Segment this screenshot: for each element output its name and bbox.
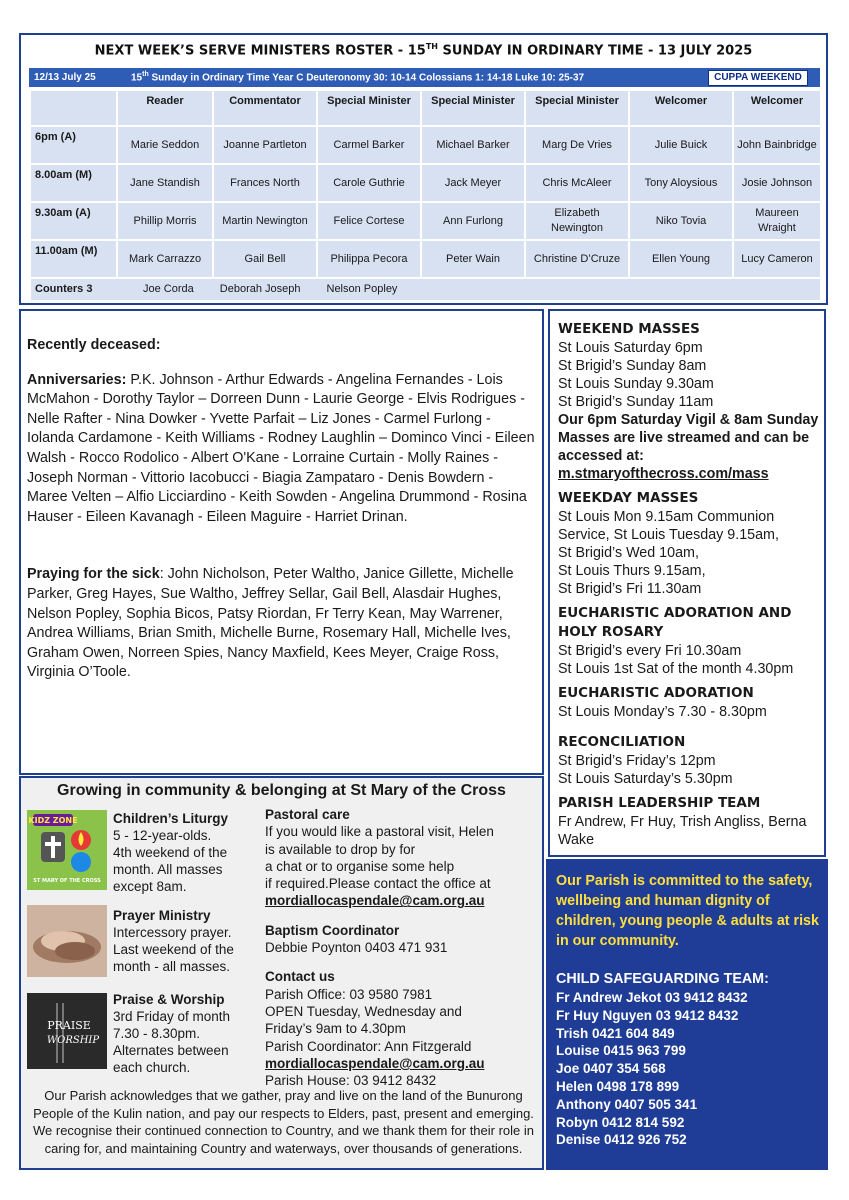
band-date: 12/13 July 25 — [34, 72, 96, 83]
mass-line: St Louis Mon 9.15am Communion Service, St Louis Tuesday 9.15am, — [558, 509, 779, 543]
adoration-rosary-heading: EUCHARISTIC ADORATION AND HOLY ROSARY — [558, 605, 792, 640]
cuppa-badge: CUPPA WEEKEND — [708, 70, 808, 86]
contact-line: Friday’s 9am to 4.30pm — [265, 1021, 406, 1037]
mass-time: 6pm (A) — [30, 126, 117, 164]
roster-header-row — [30, 90, 821, 126]
roster-cell: Mark Carrazzo — [117, 240, 213, 278]
counters-label: Counters 3 — [35, 283, 93, 295]
childrens-liturgy-text — [113, 810, 228, 895]
contact-line: OPEN Tuesday, Wednesday and — [265, 1003, 462, 1019]
mass-line: St Brigid’s Sunday 11am — [558, 394, 714, 410]
roster-section — [19, 33, 828, 305]
mass-line: St Brigid’s every Fri 10.30am — [558, 643, 742, 659]
ministry-line: Intercessory prayer. — [113, 925, 232, 940]
roster-cell: Marie Seddon — [117, 126, 213, 164]
roster-cell: Martin Newington — [213, 202, 317, 240]
roster-title-sup: TH — [425, 42, 438, 51]
prayer-section — [19, 309, 544, 775]
roster-cell: Peter Wain — [421, 240, 525, 278]
weekend-masses-heading: WEEKEND MASSES — [558, 321, 700, 337]
ministry-line: 4th weekend of the — [113, 845, 228, 860]
roster-title-number: - 15 — [393, 43, 426, 59]
reconciliation-heading: RECONCILIATION — [558, 734, 686, 750]
band-readings — [117, 71, 708, 83]
band-text: Sunday in Ordinary Time Year C Deuteronomy 30: 10-14 Colossians 1: 14-18 Luke 10: 25-37 — [148, 72, 585, 84]
roster-table — [29, 89, 822, 302]
table-row — [30, 202, 821, 240]
roster-cell: Frances North — [213, 164, 317, 202]
mass-time: 11.00am (M) — [30, 240, 117, 278]
safeguarding-member: Fr Huy Nguyen 03 9412 8432 — [556, 1007, 739, 1023]
mass-time: 9.30am (A) — [30, 202, 117, 240]
safeguarding-member: Robyn 0412 814 592 — [556, 1114, 685, 1130]
adoration-heading: EUCHARISTIC ADORATION — [558, 685, 754, 701]
pastoral-line: if required.Please contact the office at — [265, 876, 491, 892]
baptism-heading: Baptism Coordinator — [265, 922, 400, 938]
roster-cell: Felice Cortese — [317, 202, 421, 240]
roster-cell: Gail Bell — [213, 240, 317, 278]
roster-header-cell: Reader — [117, 90, 213, 126]
praying-hands-image — [27, 905, 107, 977]
praise-worship-image — [27, 993, 107, 1069]
sick-heading: Praying for the sick — [27, 566, 160, 583]
table-row — [30, 164, 821, 202]
roster-cell: Phillip Morris — [117, 202, 213, 240]
ministry-line: each church. — [113, 1060, 191, 1075]
safeguarding-member: Louise 0415 963 799 — [556, 1043, 686, 1059]
kidz-zone-subtext: ST MARY OF THE CROSS — [33, 878, 101, 884]
livestream-note: Our 6pm Saturday Vigil & 8am Sunday Masses are live streamed and can be accessed at: — [558, 412, 819, 464]
pastoral-care-heading: Pastoral care — [265, 807, 350, 822]
contact-email-link[interactable]: mordiallocaspendale@cam.org.au — [265, 1055, 485, 1071]
contact-heading: Contact us — [265, 969, 335, 985]
childrens-liturgy-title: Children’s Liturgy — [113, 811, 229, 826]
parish-house-phone: Parish House: 03 9412 8432 — [265, 1073, 437, 1089]
roster-cell: Niko Tovia — [629, 202, 733, 240]
band-num: 15 — [131, 72, 143, 84]
roster-title-main: NEXT WEEK’S SERVE MINISTERS ROSTER — [94, 43, 394, 59]
mass-line: St Brigid’s Sunday 8am — [558, 358, 707, 374]
leadership-heading: PARISH LEADERSHIP TEAM — [558, 795, 761, 811]
mass-line: St Louis Thurs 9.15am, — [558, 563, 706, 579]
mass-times-section — [548, 309, 826, 857]
anniversaries-heading: Anniversaries: — [27, 371, 127, 388]
kidz-zone-logo — [27, 810, 107, 890]
sick-text: : John Nicholson, Peter Waltho, Janice Gillette, Michelle Parker, Greg Hayes, Sue Waltho, Jeffrey Sellar, Gail Bell, Alasdair Hughes, Nelson Popley, Sophia Bicos, Patsy Riordan, Fr Terry Kean, May Warrener, Andrea Williams, Brian Smith, Michelle Burne, Rosemary Hall, Michelle Ives, Graham Owen, Norreen Spies, Nancy Maxfield, Kees Meyer, Craige Ross, Virginia O’Toole. — [27, 566, 514, 681]
safeguarding-statement: Our Parish is committed to the safety, wellbeing and human dignity of children, young people & adults at risk in our community. — [556, 873, 819, 949]
prayer-ministry-title: Prayer Ministry — [113, 908, 211, 923]
sick-paragraph — [27, 565, 536, 683]
mass-line: St Brigid’s Fri 11.30am — [558, 581, 702, 597]
roster-cell: Philippa Pecora — [317, 240, 421, 278]
safeguarding-section — [546, 859, 828, 1170]
roster-header-cell: Welcomer — [629, 90, 733, 126]
ministry-line: except 8am. — [113, 879, 187, 894]
safeguarding-member: Trish 0421 604 849 — [556, 1025, 675, 1041]
roster-cell: Jane Standish — [117, 164, 213, 202]
roster-cell: Ellen Young — [629, 240, 733, 278]
community-section — [19, 776, 544, 1170]
worship-logo-text: WORSHIP — [46, 1035, 100, 1046]
ministry-line: Last weekend of the — [113, 942, 234, 957]
safeguarding-team-title: CHILD SAFEGUARDING TEAM: — [556, 971, 769, 987]
roster-header-cell: Welcomer — [733, 90, 821, 126]
kidz-zone-text: KIDZ ZONE — [28, 816, 78, 825]
ministry-line: month - all masses. — [113, 959, 231, 974]
mass-line: St Louis Saturday’s 5.30pm — [558, 771, 733, 787]
roster-cell: Julie Buick — [629, 126, 733, 164]
praise-worship-title: Praise & Worship — [113, 992, 225, 1007]
table-row — [30, 240, 821, 278]
band-sup: th — [142, 71, 149, 79]
acknowledgement-of-country: Our Parish acknowledges that we gather, pray and live on the land of the Bunurong People of the Kulin nation, and pay our respects to Elders, past, present and emerging. We recognise their continued connection to Country, and we thank them for their role in caring for, and maintaining Country and waterways, over thousands of generations. — [32, 1088, 535, 1157]
roster-title — [21, 42, 826, 58]
safeguarding-member: Denise 0412 926 752 — [556, 1132, 687, 1148]
praise-logo-text: PRAISE — [47, 1019, 91, 1032]
roster-header-cell: Special Minister — [317, 90, 421, 126]
safeguarding-member: Helen 0498 178 899 — [556, 1078, 680, 1094]
roster-header-cell: Special Minister — [525, 90, 629, 126]
deceased-heading: Recently deceased: — [27, 337, 161, 353]
counter-name: Joe Corda — [143, 283, 194, 295]
ministry-line: 3rd Friday of month — [113, 1009, 231, 1024]
counters-cell — [30, 278, 821, 301]
ministry-line: month. All masses — [113, 862, 223, 877]
safeguarding-member: Joe 0407 354 568 — [556, 1061, 666, 1077]
mass-line: St Louis Monday’s 7.30 - 8.30pm — [558, 704, 767, 720]
roster-header-cell: Commentator — [213, 90, 317, 126]
contact-line: Parish Office: 03 9580 7981 — [265, 986, 433, 1002]
roster-header-cell — [30, 90, 117, 126]
contact-column — [265, 806, 543, 1089]
ministry-line: Alternates between — [113, 1043, 229, 1058]
roster-cell: Josie Johnson — [733, 164, 821, 202]
safeguarding-member: Anthony 0407 505 341 — [556, 1096, 698, 1112]
roster-cell: Maureen Wraight — [733, 202, 821, 240]
anniversaries-paragraph — [27, 371, 536, 528]
roster-cell: John Bainbridge — [733, 126, 821, 164]
roster-cell: Marg De Vries — [525, 126, 629, 164]
mass-line: St Louis Sunday 9.30am — [558, 376, 714, 392]
praise-worship — [27, 993, 262, 1088]
praise-worship-text — [113, 991, 230, 1076]
mass-time: 8.00am (M) — [30, 164, 117, 202]
mass-line: St Louis Saturday 6pm — [558, 340, 703, 356]
counter-name: Nelson Popley — [326, 283, 398, 295]
roster-cell: Joanne Partleton — [213, 126, 317, 164]
baptism-contact: Debbie Poynton 0403 471 931 — [265, 940, 448, 956]
roster-cell: Elizabeth Newington — [525, 202, 629, 240]
counter-name: Deborah Joseph — [219, 283, 301, 295]
roster-cell: Carole Guthrie — [317, 164, 421, 202]
roster-cell: Lucy Cameron — [733, 240, 821, 278]
mass-line: St Brigid’s Friday’s 12pm — [558, 753, 716, 769]
roster-header-cell: Special Minister — [421, 90, 525, 126]
mass-line: St Louis 1st Sat of the month 4.30pm — [558, 661, 794, 677]
table-row — [30, 126, 821, 164]
pastoral-line: is available to drop by for — [265, 841, 416, 857]
roster-cell: Carmel Barker — [317, 126, 421, 164]
mass-line: St Brigid’s Wed 10am, — [558, 545, 699, 561]
roster-cell: Chris McAleer — [525, 164, 629, 202]
weekday-masses-heading: WEEKDAY MASSES — [558, 490, 699, 506]
contact-line: Parish Coordinator: Ann Fitzgerald — [265, 1038, 472, 1054]
childrens-liturgy — [27, 810, 262, 905]
pastoral-email-link[interactable]: mordiallocaspendale@cam.org.au — [265, 893, 485, 909]
roster-cell: Tony Aloysious — [629, 164, 733, 202]
livestream-link[interactable]: m.stmaryofthecross.com/mass — [558, 466, 769, 482]
roster-cell: Jack Meyer — [421, 164, 525, 202]
ministry-line: 5 - 12-year-olds. — [113, 828, 212, 843]
roster-title-rest: SUNDAY IN ORDINARY TIME - 13 JULY 2025 — [437, 43, 753, 59]
leadership-text: Fr Andrew, Fr Huy, Trish Angliss, Berna Wake — [558, 814, 807, 848]
prayer-ministry-text — [113, 907, 234, 975]
counters-row — [30, 278, 821, 301]
community-title: Growing in community & belonging at St Mary of the Cross — [57, 782, 506, 799]
ministries-column — [27, 810, 262, 1088]
safeguarding-member: Fr Andrew Jekot 03 9412 8432 — [556, 990, 748, 1005]
roster-cell: Ann Furlong — [421, 202, 525, 240]
pastoral-line: a chat or to organise some help — [265, 858, 455, 874]
roster-cell: Christine D’Cruze — [525, 240, 629, 278]
ministry-line: 7.30 - 8.30pm. — [113, 1026, 201, 1041]
roster-cell: Michael Barker — [421, 126, 525, 164]
anniversaries-text: P.K. Johnson - Arthur Edwards - Angelina Fernandes - Lois McMahon - Dorothy Taylor – Dorreen Dunn - Laurie George - Elvis Rodrigues - Nelle Rafter - Nina Dowker - Yvette Parfait – Liz Jones - Carmel Furlong - Iolanda Cardamone - Keith Williams - Rodney Laughlin – Dominco Vinci - Eileen Walsh - Rocco Rodolico - Albert O'Kane - Lorraine Curtain - Molly Raines - Joseph Norman - Vittorio Iacobucci - Biagia Zampataro - Denis Bowdern - Maree Velten – Alfio Licciardino - Keith Sowden - Angelina Drummond - Rosina Hauser - Eileen Kavanagh - Eileen Maguire - Harriet Drinan. — [27, 371, 535, 525]
pastoral-line: If you would like a pastoral visit, Helen — [265, 824, 494, 840]
readings-band — [29, 68, 820, 87]
prayer-ministry — [27, 905, 262, 993]
